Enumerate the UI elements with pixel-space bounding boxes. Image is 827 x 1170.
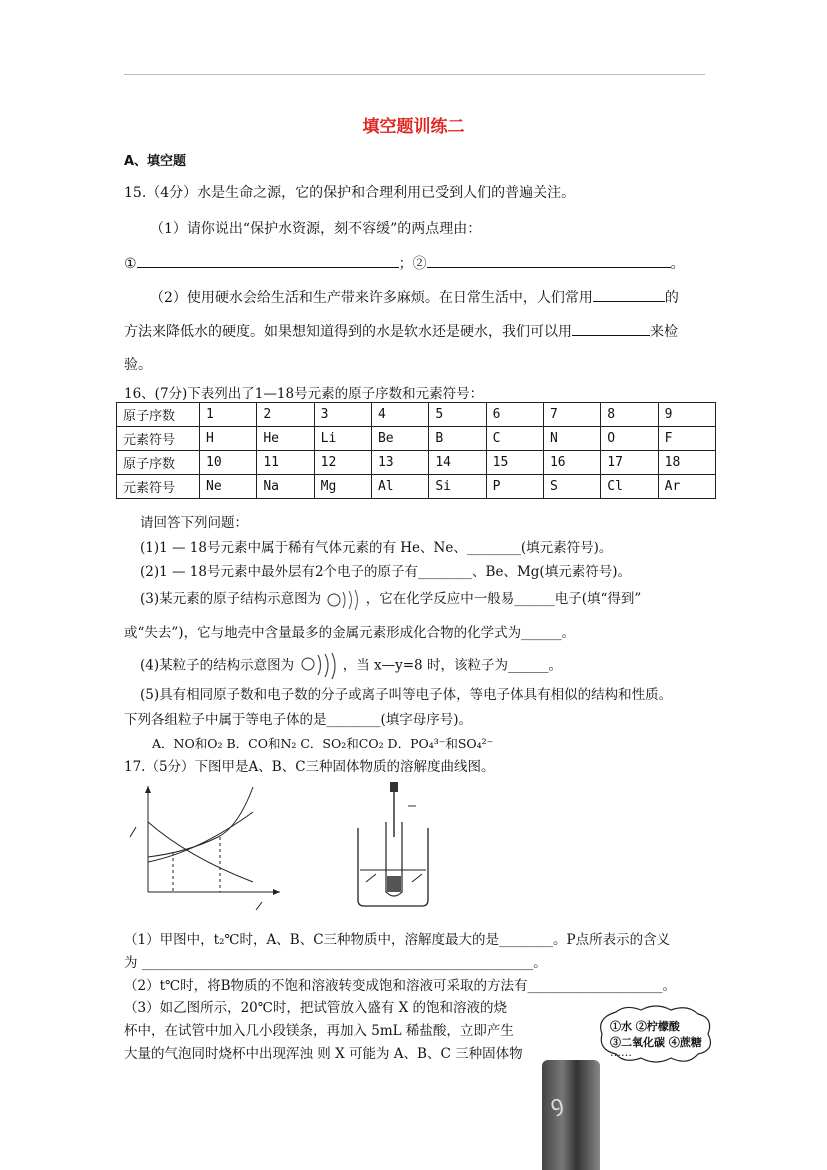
row-label: 原子序数: [117, 403, 200, 427]
q16-s3b: ，它在化学反应中一般易______电子(填“得到”: [365, 591, 642, 607]
section-heading: A、填空题: [124, 154, 187, 169]
q16-s3c: 或“失去”)，它与地壳中含量最多的金属元素形成化合物的化学式为______。: [124, 625, 576, 641]
q15-part1: （1）请你说出“保护水资源，刻不容缓”的两点理由：: [150, 221, 482, 237]
table-row: [117, 475, 716, 499]
element-table: [116, 402, 716, 499]
table-cell: 5: [429, 403, 486, 427]
table-cell: P: [486, 475, 543, 499]
q15-mark1: ①: [124, 256, 137, 272]
table-cell: O: [601, 427, 658, 451]
answer-blank[interactable]: [427, 253, 671, 268]
table-row: [117, 403, 716, 427]
bubble-line-1: ①水 ②柠檬酸: [610, 1020, 680, 1033]
q16-stem: 16、(7分)下表列出了1—18号元素的原子序数和元素符号：: [124, 386, 484, 402]
table-cell: Ne: [200, 475, 257, 499]
table-cell: He: [257, 427, 314, 451]
table-cell: H: [200, 427, 257, 451]
table-cell: 1: [200, 403, 257, 427]
can-label-graphic: ꝯ: [547, 1090, 566, 1119]
table-cell: 9: [658, 403, 715, 427]
q16-options: A．NO和O₂ B．CO和N₂ C．SO₂和CO₂ D．PO₄³⁻和SO₄²⁻: [152, 736, 494, 751]
q17-p2: （2）t℃时，将B物质的不饱和溶液转变成饱和溶液可采取的方法有____________________。: [124, 978, 677, 994]
q17-p3c: 大量的气泡同时烧杯中出现浑浊 则 X 可能为 A、B、C 三种固体物: [124, 1046, 523, 1062]
q17-p3b: 杯中，在试管中加入几小段镁条，再加入 5mL 稀盐酸，立即产生: [124, 1023, 514, 1039]
q15-part2-line2: [124, 321, 678, 341]
bubble-line-2: ③二氧化碳 ④蔗糖: [610, 1036, 702, 1049]
q16-s4-line: [140, 652, 562, 680]
atom-structure-diagram: [325, 588, 361, 612]
table-cell: Cl: [601, 475, 658, 499]
beaker-test-tube-figure: [356, 782, 436, 910]
table-cell: C: [486, 427, 543, 451]
q15-part2-line1: [150, 287, 679, 307]
table-cell: 17: [601, 451, 658, 475]
table-cell: 15: [486, 451, 543, 475]
q15-p2b: 的: [664, 290, 679, 306]
table-cell: 7: [543, 403, 600, 427]
table-cell: 6: [486, 403, 543, 427]
q16-s4b: ，当 x—y=8 时，该粒子为______。: [342, 657, 562, 674]
q17-p1a: （1）甲图中，t₂℃时，A、B、C三种物质中，溶解度最大的是________。P点所表示的含义: [124, 932, 671, 948]
q15-sep: ；②: [398, 256, 427, 272]
table-cell: B: [429, 427, 486, 451]
table-cell: Na: [257, 475, 314, 499]
q16-s5a: (5)具有相同原子数和电子数的分子或离子叫等电子体，等电子体具有相似的结构和性质。: [140, 687, 673, 703]
page-title: 填空题训练二: [362, 117, 465, 137]
table-cell: 12: [314, 451, 371, 475]
table-cell: Li: [314, 427, 371, 451]
q15-p2d: 来检: [650, 324, 678, 340]
row-label: 元素符号: [117, 427, 200, 451]
table-cell: 16: [543, 451, 600, 475]
table-cell: F: [658, 427, 715, 451]
q15-p2c: 方法来降低水的硬度。如果想知道得到的水是软水还是硬水，我们可以用: [124, 324, 572, 340]
q16-intro: 请回答下列问题：: [140, 515, 248, 531]
bubble-line-3: ……: [610, 1046, 632, 1059]
table-row: [117, 427, 716, 451]
table-cell: Al: [371, 475, 428, 499]
table-cell: 13: [371, 451, 428, 475]
answer-blank[interactable]: [572, 321, 650, 336]
row-label: 原子序数: [117, 451, 200, 475]
table-cell: 8: [601, 403, 658, 427]
table-cell: S: [543, 475, 600, 499]
table-cell: N: [543, 427, 600, 451]
table-cell: 14: [429, 451, 486, 475]
q16-s2: (2)1 — 18号元素中最外层有2个电子的原子有________、Be、Mg(填元素符号)。: [140, 564, 631, 580]
q16-s3a: (3)某元素的原子结构示意图为: [140, 591, 322, 607]
answer-blank[interactable]: [137, 253, 399, 268]
q15-answer-line: [124, 253, 685, 273]
table-cell: 3: [314, 403, 371, 427]
table-cell: 11: [257, 451, 314, 475]
table-cell: 10: [200, 451, 257, 475]
q17-stem: 17.（5分）下图甲是A、B、C三种固体物质的溶解度曲线图。: [124, 759, 495, 775]
table-cell: 18: [658, 451, 715, 475]
row-label: 元素符号: [117, 475, 200, 499]
q16-s4a: (4)某粒子的结构示意图为: [140, 657, 295, 674]
q17-p1b: 为 __________________________________________________________。: [124, 955, 547, 971]
q15-end: 。: [670, 256, 685, 272]
table-cell: Be: [371, 427, 428, 451]
table-cell: 2: [257, 403, 314, 427]
table-cell: Si: [429, 475, 486, 499]
q15-stem: 15.（4分）水是生命之源，它的保护和合理利用已受到人们的普遍关注。: [124, 185, 576, 201]
soda-can-image: [542, 1060, 600, 1170]
q15-p2a: （2）使用硬水会给生活和生产带来许多麻烦。在日常生活中，人们常用: [150, 290, 593, 306]
q16-s3-line1: [140, 587, 641, 612]
table-cell: 4: [371, 403, 428, 427]
answer-blank[interactable]: [593, 287, 665, 302]
table-cell: Ar: [658, 475, 715, 499]
q17-p3a: （3）如乙图所示，20℃时，把试管放入盛有 X 的饱和溶液的烧: [124, 1000, 508, 1016]
q15-p2e: 验。: [124, 357, 152, 373]
q16-s1: (1)1 — 18号元素中属于稀有气体元素的有 He、Ne、________(填元素符号)。: [140, 540, 613, 556]
q16-s5b: 下列各组粒子中属于等电子体的是________(填字母序号)。: [124, 712, 473, 728]
particle-structure-diagram: [298, 652, 338, 680]
table-row: [117, 451, 716, 475]
table-cell: Mg: [314, 475, 371, 499]
header-rule: [124, 74, 705, 75]
solubility-curve-figure: [128, 782, 284, 912]
